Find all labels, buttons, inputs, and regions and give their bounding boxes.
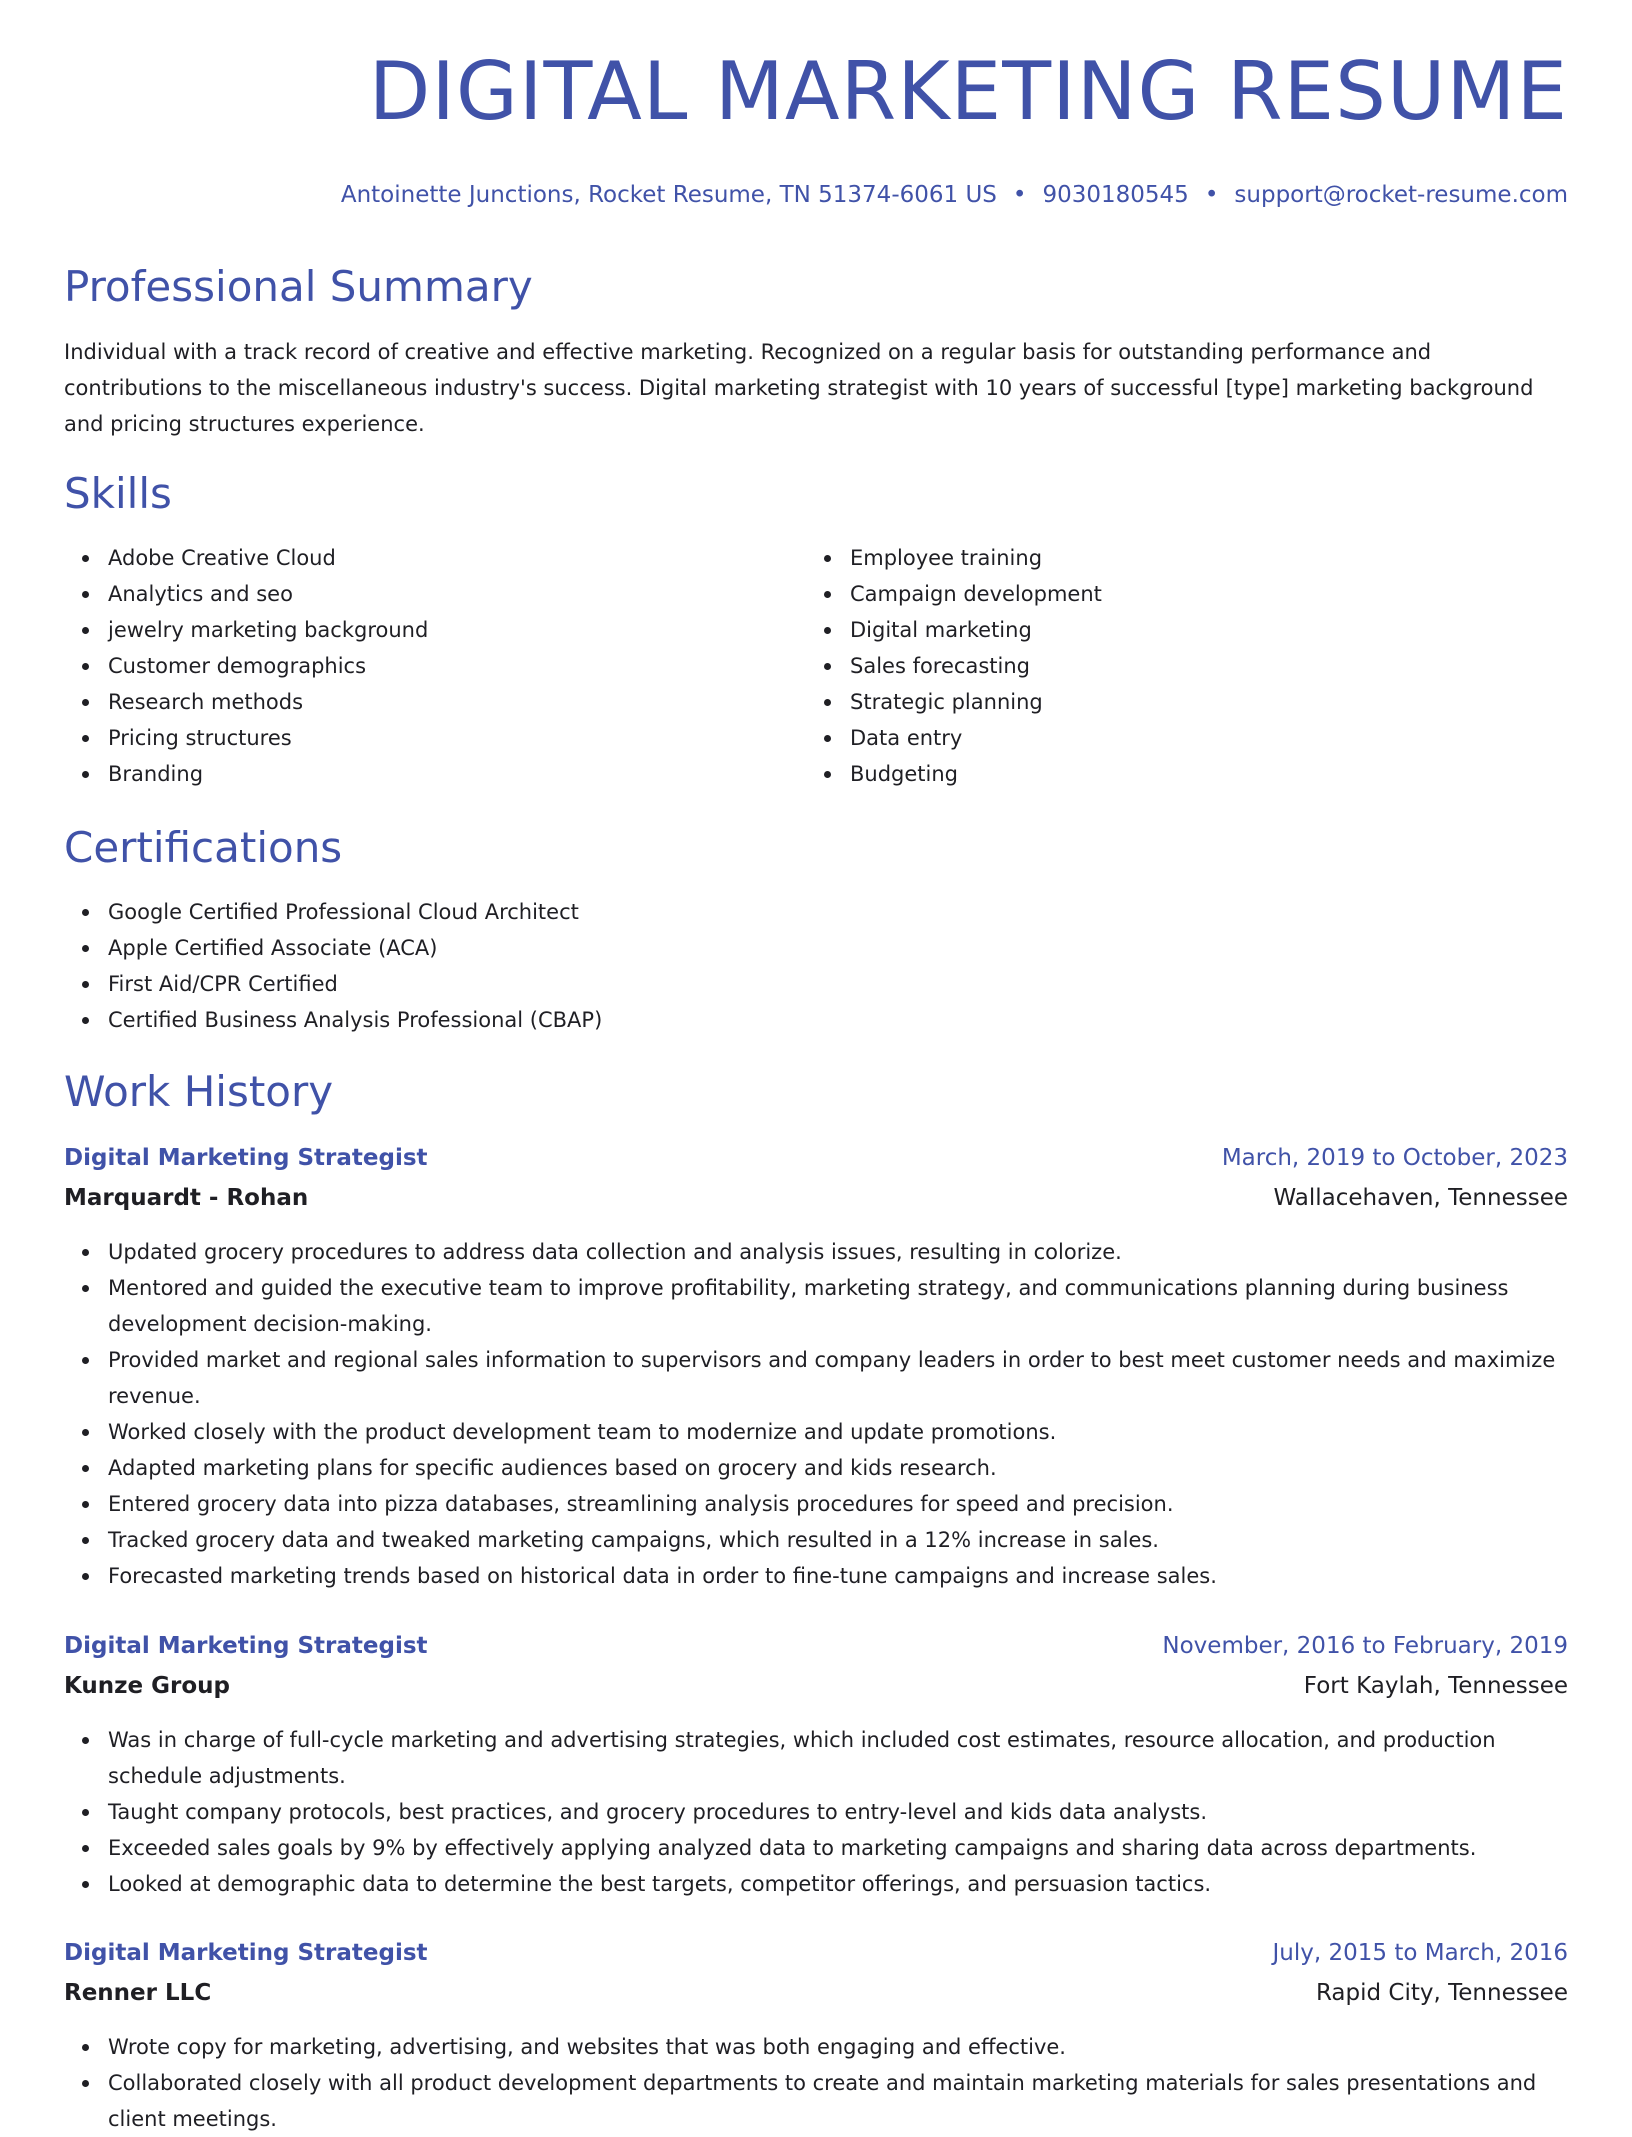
job-bullets (64, 2029, 1568, 2137)
job-company: Marquardt - Rohan (64, 1185, 309, 1211)
job-title: Digital Marketing Strategist (64, 1145, 428, 1171)
contact-address: Antoinette Junctions, Rocket Resume, TN 51374-6061 US (340, 182, 997, 208)
certifications-heading: Certifications (64, 823, 343, 872)
job-bullet: Worked closely with the product development team to modernize and update promotions. (108, 1414, 1568, 1450)
contact-line (341, 182, 1568, 208)
job-bullet: Forecasted marketing trends based on historical data in order to fine-tune campaigns and increase sales. (108, 1558, 1568, 1594)
contact-phone: 9030180545 (1042, 182, 1189, 208)
job-dates: November, 2016 to February, 2019 (1162, 1633, 1568, 1659)
job-title: Digital Marketing Strategist (64, 1940, 428, 1966)
job-bullet: Taught company protocols, best practices, and grocery procedures to entry-level and kids data analysts. (108, 1794, 1568, 1830)
job-bullet: Adapted marketing plans for specific audiences based on grocery and kids research. (108, 1450, 1568, 1486)
job-bullet: Was in charge of full-cycle marketing and advertising strategies, which included cost estimates, resource allocation, and production schedule adjustments. (108, 1722, 1568, 1794)
skill-item: Sales forecasting (850, 648, 1550, 684)
skill-item: Branding (108, 756, 808, 792)
skill-item: Adobe Creative Cloud (108, 540, 808, 576)
skill-item: Data entry (850, 720, 1550, 756)
job-company: Renner LLC (64, 1980, 212, 2006)
job-bullet: Wrote copy for marketing, advertising, and websites that was both engaging and effective. (108, 2029, 1568, 2065)
job-dates: July, 2015 to March, 2016 (1272, 1940, 1568, 1966)
resume-title: DIGITAL MARKETING RESUME (368, 45, 1568, 138)
skill-item: Research methods (108, 684, 808, 720)
job-location: Rapid City, Tennessee (1315, 1980, 1568, 2006)
job-location: Fort Kaylah, Tennessee (1303, 1673, 1568, 1699)
certification-item: Apple Certified Associate (ACA) (108, 930, 1568, 966)
certification-item: Certified Business Analysis Professional (CBAP) (108, 1002, 1568, 1038)
summary-heading: Professional Summary (64, 262, 533, 311)
skill-item: Digital marketing (850, 612, 1550, 648)
work-history-heading: Work History (64, 1067, 334, 1116)
skill-item: Strategic planning (850, 684, 1550, 720)
job-company: Kunze Group (64, 1673, 231, 1699)
job-bullet: Updated grocery procedures to address data collection and analysis issues, resulting in colorize. (108, 1234, 1568, 1270)
skills-list-right (806, 540, 1550, 792)
job-bullets (64, 1722, 1568, 1902)
skill-item: Customer demographics (108, 648, 808, 684)
skill-item: Campaign development (850, 576, 1550, 612)
contact-separator: • (1204, 182, 1219, 208)
job-bullet: Mentored and guided the executive team to improve profitability, marketing strategy, and communications planning during business development decision-making. (108, 1270, 1568, 1342)
job-bullet: Collaborated closely with all product development departments to create and maintain marketing materials for sales presentations and client meetings. (108, 2065, 1568, 2137)
skill-item: Pricing structures (108, 720, 808, 756)
job-title: Digital Marketing Strategist (64, 1633, 428, 1659)
skill-item: Budgeting (850, 756, 1550, 792)
contact-separator: • (1012, 182, 1027, 208)
job-entry-header (64, 1145, 1568, 1211)
skill-item: Analytics and seo (108, 576, 808, 612)
certification-item: Google Certified Professional Cloud Architect (108, 894, 1568, 930)
job-bullets (64, 1234, 1568, 1594)
job-bullet: Tracked grocery data and tweaked marketing campaigns, which resulted in a 12% increase in sales. (108, 1522, 1568, 1558)
certification-item: First Aid/CPR Certified (108, 966, 1568, 1002)
contact-email: support@rocket-resume.com (1234, 182, 1568, 208)
skills-heading: Skills (64, 469, 172, 518)
certifications-list (64, 894, 1568, 1038)
job-entry-header (64, 1633, 1568, 1699)
job-dates: March, 2019 to October, 2023 (1221, 1145, 1568, 1171)
skills-list-left (64, 540, 808, 792)
job-entry-header (64, 1940, 1568, 2006)
skill-item: Employee training (850, 540, 1550, 576)
skill-item: jewelry marketing background (108, 612, 808, 648)
summary-text: Individual with a track record of creative and effective marketing. Recognized on a regular basis for outstanding performance and contributions to the miscellaneous industry's success. Digital marketing strategist with 10 years of successful [type] marketing background and pricing structures experience. (64, 340, 1534, 436)
job-bullet: Exceeded sales goals by 9% by effectively applying analyzed data to marketing campaigns and sharing data across departments. (108, 1830, 1568, 1866)
job-bullet: Looked at demographic data to determine the best targets, competitor offerings, and persuasion tactics. (108, 1866, 1568, 1902)
job-location: Wallacehaven, Tennessee (1273, 1185, 1568, 1211)
job-bullet: Provided market and regional sales information to supervisors and company leaders in order to best meet customer needs and maximize revenue. (108, 1342, 1568, 1414)
job-bullet: Entered grocery data into pizza databases, streamlining analysis procedures for speed and precision. (108, 1486, 1568, 1522)
